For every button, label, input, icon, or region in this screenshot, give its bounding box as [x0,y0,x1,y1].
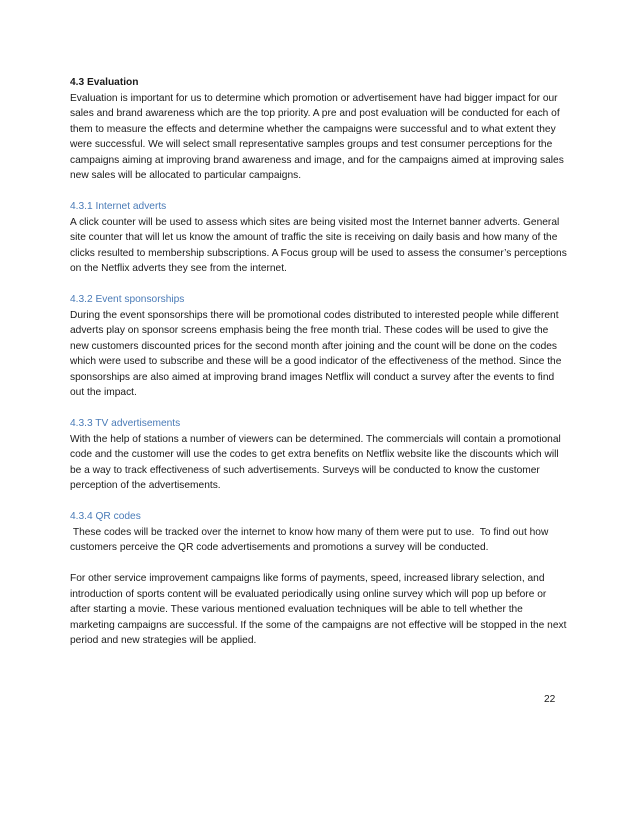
subsection-paragraph: A click counter will be used to assess which sites are being visited most the Internet banner adverts. General site counter that will let us know the amount of traffic the site is receiving on daily basis and how many of the clicks resulted to membership subscriptions. A Focus group will be used to assess the consumer’s perceptions on the Netflix adverts they see from the internet. [70,216,567,274]
document-page [70,75,567,664]
subsection-tv-advertisements [70,416,567,494]
subsection-paragraph: During the event sponsorships there will be promotional codes distributed to interested people while different adverts play on sponsor screens emphasis being the free month trial. These codes will be used to give the new customers discounted prices for the second month after joining and the count will be done on the codes which were used to subscribe and these will be a good indicator of the effectiveness of the method. Since the sponsorships are also aimed at improving brand images Netflix will conduct a survey after the events to find out the impact. [70,309,562,398]
section-intro-paragraph: Evaluation is important for us to determine which promotion or advertisement have had bigger impact for our sales and brand awareness which are the top priority. A pre and post evaluation will be conducted for each of them to measure the effects and determine whether the campaigns were successful and to what extent they were successful. We will select small representative samples groups and test consumer perceptions for the campaigns aiming at improving brand awareness and image, and for the campaigns aimed at improving sales new sales will be allocated to particular campaigns. [70,92,564,181]
subsection-title: 4.3.2 Event sponsorships [70,294,185,305]
subsection-event-sponsorships [70,292,567,401]
closing-paragraph: For other service improvement campaigns like forms of payments, speed, increased library selection, and introduction of sports content will be evaluated periodically using online survey which will pop up before or after starting a movie. These various mentioned evaluation techniques will be able to tell whether the marketing campaigns are successful. If the some of the campaigns are not effective will be stopped in the next period and new strategies will be applied. [70,573,567,646]
subsection-title: 4.3.3 TV advertisements [70,418,181,429]
subsection-internet-adverts [70,199,567,277]
subsection-qr-codes [70,509,567,556]
section-evaluation [70,75,567,184]
subsection-title: 4.3.1 Internet adverts [70,201,167,212]
page-number: 22 [544,694,556,705]
subsection-title: 4.3.4 QR codes [70,511,141,522]
subsection-paragraph: With the help of stations a number of viewers can be determined. The commercials will contain a promotional code and the customer will use the codes to get extra benefits on Netflix website like the discounts which will be a way to track effectiveness of such advertisements. Surveys will be conducted to know the customer perception of the advertisements. [70,433,561,491]
section-title: 4.3 Evaluation [70,77,139,88]
subsection-paragraph: These codes will be tracked over the internet to know how many of them were put to use. To find out how customers perceive the QR code advertisements and promotions a survey will be conducted. [70,526,552,553]
